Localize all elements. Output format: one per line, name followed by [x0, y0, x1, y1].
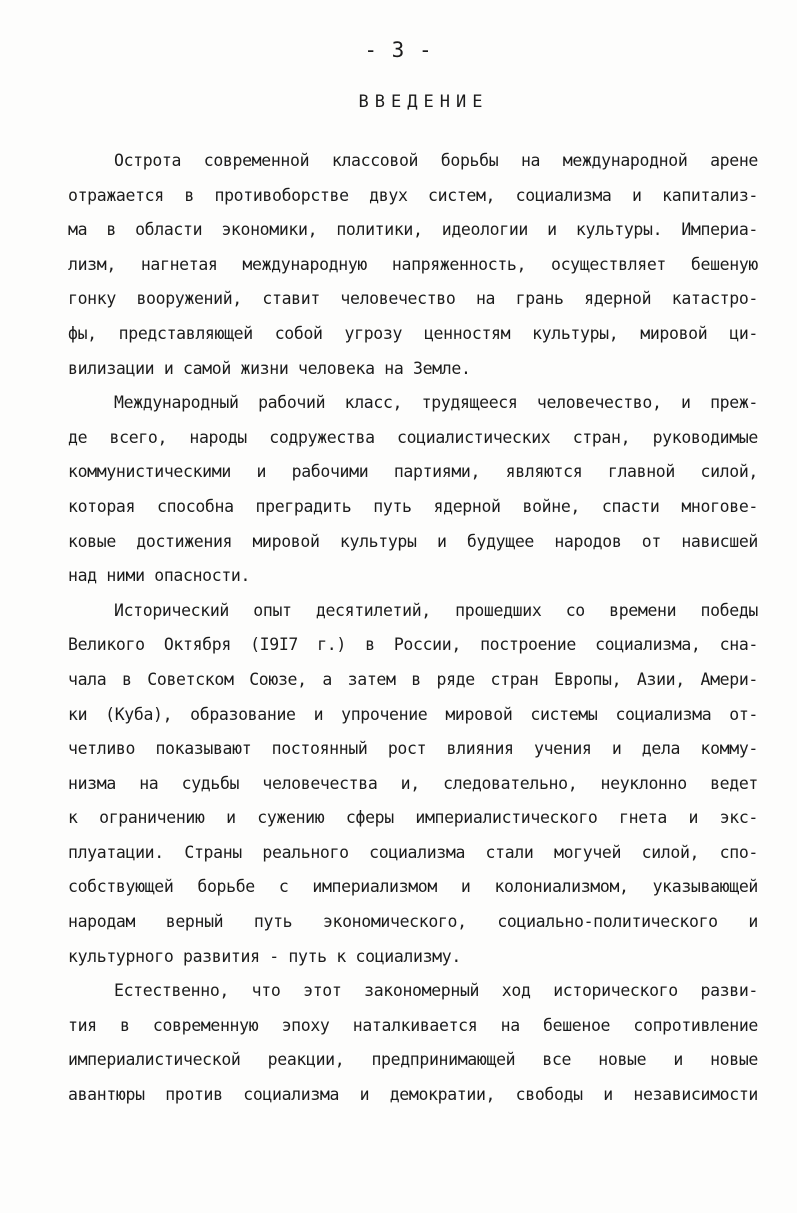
text-line: собствующей борьбе с империализмом и колониализмом, указывающей	[68, 877, 758, 897]
text-line: фы, представляющей собой угрозу ценностям культуры, мировой ци-	[68, 323, 758, 343]
text-line: ма в области экономики, политики, идеологии и культуры. Империа-	[68, 220, 758, 240]
text-line: Международный рабочий класс, трудящееся человечество, и преж-	[114, 393, 758, 413]
text-line: ки (Куба), образование и упрочение мировой системы социализма от-	[68, 704, 758, 724]
text-line: Великого Октября (I9I7 г.) в России, построение социализма, сна-	[68, 635, 758, 655]
text-line: плуатации. Страны реального социализма стали могучей силой, спо-	[68, 842, 758, 862]
text-line: которая способна преградить путь ядерной войне, спасти многове-	[68, 496, 758, 516]
body-text	[68, 144, 758, 1113]
text-line: четливо показывают постоянный рост влияния учения и дела комму-	[68, 739, 758, 759]
text-line: чала в Советском Союзе, а затем в ряде стран Европы, Азии, Амери-	[68, 669, 758, 689]
text-line: лизм, нагнетая международную напряженность, осуществляет бешеную	[68, 254, 758, 274]
text-line: Естественно, что этот закономерный ход исторического разви-	[114, 981, 758, 1001]
paragraph	[68, 974, 758, 1112]
text-line: народам верный путь экономического, социально-политического и	[68, 912, 758, 932]
text-line: низма на судьбы человечества и, следовательно, неуклонно ведет	[68, 773, 758, 793]
section-title: ВВЕДЕНИЕ	[358, 92, 489, 112]
text-line: отражается в противоборстве двух систем, социализма и капитализ-	[68, 185, 758, 205]
paragraph	[68, 386, 758, 594]
text-line: Острота современной классовой борьбы на международной арене	[114, 151, 758, 170]
paragraph	[68, 144, 758, 386]
text-line: де всего, народы содружества социалистических стран, руководимые	[68, 427, 758, 447]
text-line: Исторический опыт десятилетий, прошедших со времени победы	[114, 600, 758, 620]
text-line: ковые достижения мировой культуры и будущее народов от нависшей	[68, 531, 758, 551]
text-line: авантюры против социализма и демократии, свободы и независимости	[68, 1085, 758, 1105]
text-line: к ограничению и сужению сферы империалистического гнета и экс-	[68, 808, 758, 828]
text-line: культурного развития - путь к социализму.	[68, 946, 461, 966]
text-line: коммунистическими и рабочими партиями, являются главной силой,	[68, 462, 758, 482]
text-line: вилизации и самой жизни человека на Земле.	[68, 358, 471, 378]
text-line: гонку вооружений, ставит человечество на грань ядерной катастро-	[68, 289, 758, 309]
page-number: - 3 -	[364, 38, 433, 62]
paragraph	[68, 594, 758, 975]
text-line: тия в современную эпоху наталкивается на бешеное сопротивление	[68, 1015, 758, 1035]
text-line: над ними опасности.	[68, 566, 251, 586]
text-line: империалистической реакции, предпринимающей все новые и новые	[68, 1050, 758, 1070]
